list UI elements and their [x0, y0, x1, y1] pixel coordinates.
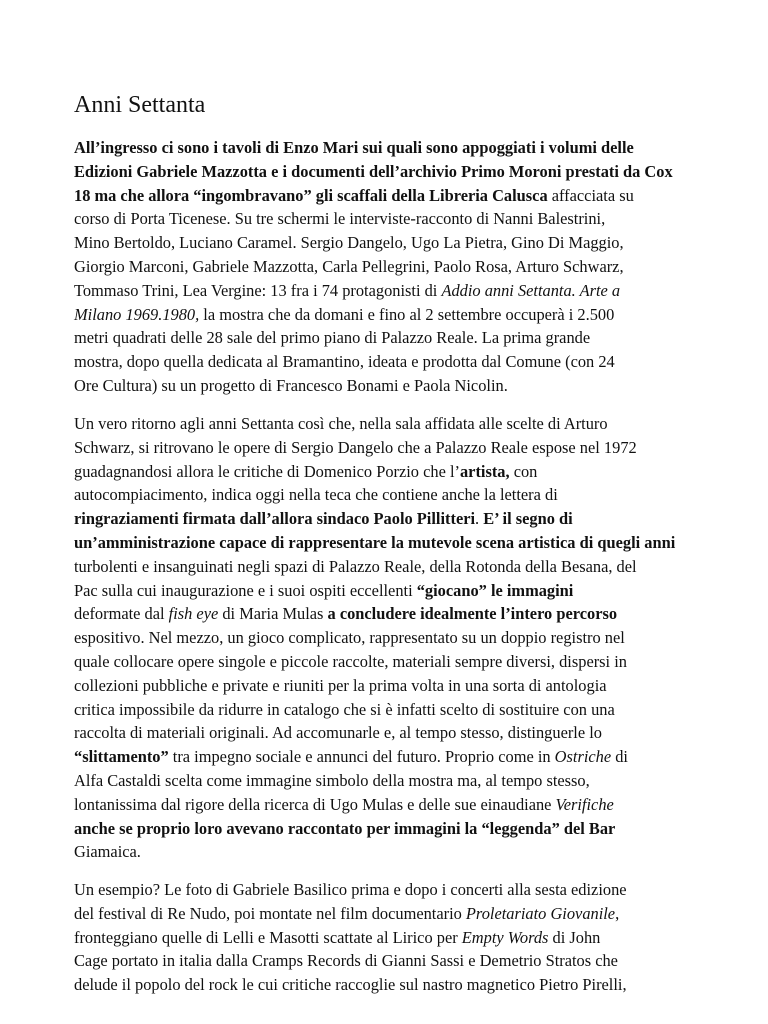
- text-line: [74, 579, 714, 603]
- bold-text-run: “slittamento”: [74, 747, 169, 767]
- text-line: [74, 926, 714, 950]
- text-run: metri quadrati delle 28 sale del primo piano di Palazzo Reale. La prima grande: [74, 328, 591, 348]
- bold-text-run: artista,: [459, 461, 510, 481]
- text-line: [74, 840, 714, 864]
- text-run: collezioni pubbliche e private e riuniti per la prima volta in una sorta di antologia: [74, 675, 607, 695]
- text-line: [74, 279, 714, 303]
- italic-text-run: Verifiche: [555, 794, 614, 814]
- text-line: [74, 745, 714, 769]
- text-line: [74, 231, 714, 255]
- text-run: quale collocare opere singole e piccole raccolte, materiali sempre diversi, dispersi in: [74, 651, 627, 671]
- text-run: Cage portato in italia dalla Cramps Records di Gianni Sassi e Demetrio Stratos che: [74, 951, 618, 971]
- text-run: .: [475, 509, 484, 529]
- text-line: [74, 531, 714, 555]
- text-line: [74, 878, 714, 902]
- text-run: guadagnandosi allora le critiche di Domenico Porzio che l’: [74, 461, 460, 481]
- text-line: [74, 412, 714, 436]
- text-run: raccolta di materiali originali. Ad accomunarle e, al tempo stesso, distinguerle lo: [74, 723, 602, 743]
- text-run: Un vero ritorno agli anni Settanta così che, nella sala affidata alle scelte di Arturo: [74, 414, 608, 433]
- bold-text-run: un’amministrazione capace di rappresentare la mutevole scena artistica di quegli anni: [74, 532, 676, 552]
- text-run: mostra, dopo quella dedicata al Bramantino, ideata e prodotta dal Comune (con 24: [74, 352, 615, 372]
- text-run: espositivo. Nel mezzo, un gioco complicato, rappresentato su un doppio registro nel: [74, 628, 625, 648]
- bold-text-run: Edizioni Gabriele Mazzotta e i documenti dell’archivio Primo Moroni prestati da Cox: [74, 161, 673, 181]
- text-run: Mino Bertoldo, Luciano Caramel. Sergio Dangelo, Ugo La Pietra, Gino Di Maggio,: [74, 233, 624, 253]
- text-run: Pac sulla cui inaugurazione e i suoi ospiti eccellenti: [74, 580, 417, 600]
- text-line: [74, 207, 714, 231]
- bold-text-run: ringraziamenti firmata dall’allora sindaco Paolo Pillitteri: [74, 509, 476, 529]
- text-line: [74, 326, 714, 350]
- text-line: [74, 460, 714, 484]
- text-run: delude il popolo del rock le cui critiche raccoglie sul nastro magnetico Pietro Pirelli,: [74, 975, 627, 995]
- text-run: deformate dal: [74, 604, 169, 624]
- bold-text-run: 18 ma che allora “ingombravano” gli scaffali della Libreria Calusca: [74, 185, 548, 205]
- text-run: di John: [548, 927, 601, 947]
- text-line: [74, 769, 714, 793]
- text-run: con: [509, 461, 538, 481]
- bold-text-run: “giocano” le immagini: [416, 580, 574, 600]
- italic-text-run: Addio anni Settanta. Arte a: [441, 280, 621, 300]
- text-run: turbolenti e insanguinati negli spazi di Palazzo Reale, della Rotonda della Besana, del: [74, 556, 637, 576]
- bold-text-run: E’ il segno di: [483, 509, 573, 529]
- text-line: [74, 350, 714, 374]
- text-line: [74, 817, 714, 841]
- text-run: Giamaica.: [74, 842, 141, 862]
- text-line: [74, 303, 714, 327]
- text-run: di Maria Mulas: [218, 604, 328, 624]
- bold-text-run: anche se proprio loro avevano raccontato per immagini la “leggenda” del Bar: [74, 818, 616, 838]
- text-run: critica impossibile da ridurre in catalogo che si è infatti scelto di sostituire con una: [74, 699, 615, 719]
- text-line: [74, 698, 714, 722]
- text-line: [74, 374, 714, 398]
- text-run: tra impegno sociale e annunci del futuro. Proprio come in: [168, 747, 555, 767]
- text-line: [74, 255, 714, 279]
- text-line: [74, 136, 714, 160]
- italic-text-run: fish eye: [168, 604, 219, 624]
- text-line: [74, 483, 714, 507]
- text-run: Schwarz, si ritrovano le opere di Sergio Dangelo che a Palazzo Reale espose nel 1972: [74, 437, 637, 457]
- text-run: corso di Porta Ticenese. Su tre schermi le interviste-racconto di Nanni Balestrini,: [74, 209, 606, 229]
- text-line: [74, 184, 714, 208]
- paragraph-1: [74, 136, 714, 398]
- text-run: Giorgio Marconi, Gabriele Mazzotta, Carla Pellegrini, Paolo Rosa, Arturo Schwarz,: [74, 256, 624, 276]
- text-line: [74, 949, 714, 973]
- text-line: [74, 160, 714, 184]
- text-line: [74, 793, 714, 817]
- bold-text-run: All’ingresso ci sono i tavoli di Enzo Mari sui quali sono appoggiati i volumi delle: [74, 138, 634, 157]
- text-run: Tommaso Trini, Lea Vergine: 13 fra i 74 protagonisti di: [74, 280, 442, 300]
- text-line: [74, 973, 714, 997]
- text-run: Ore Cultura) su un progetto di Francesco Bonami e Paola Nicolin.: [74, 375, 508, 395]
- text-line: [74, 674, 714, 698]
- text-run: affacciata su: [547, 185, 634, 205]
- text-run: ,: [615, 903, 620, 923]
- text-line: [74, 721, 714, 745]
- text-run: autocompiacimento, indica oggi nella teca che contiene anche la lettera di: [74, 485, 558, 505]
- bold-text-run: a concludere idealmente l’intero percorso: [327, 604, 618, 624]
- italic-text-run: Ostriche: [554, 747, 612, 767]
- text-line: [74, 436, 714, 460]
- text-line: [74, 507, 714, 531]
- italic-text-run: Milano 1969.1980,: [74, 304, 200, 324]
- paragraph-3: [74, 878, 714, 997]
- text-line: [74, 902, 714, 926]
- text-line: [74, 626, 714, 650]
- text-line: [74, 650, 714, 674]
- text-run: fronteggiano quelle di Lelli e Masotti scattate al Lirico per: [74, 927, 462, 947]
- page-title: Anni Settanta: [74, 92, 206, 118]
- paragraph-2: [74, 412, 714, 864]
- text-run: la mostra che da domani e fino al 2 settembre occuperà i 2.500: [199, 304, 615, 324]
- text-run: Un esempio? Le foto di Gabriele Basilico prima e dopo i concerti alla sesta edizione: [74, 880, 627, 899]
- italic-text-run: Proletariato Giovanile: [465, 903, 616, 923]
- text-line: [74, 602, 714, 626]
- text-run: Alfa Castaldi scelta come immagine simbolo della mostra ma, al tempo stesso,: [74, 770, 590, 790]
- italic-text-run: Empty Words: [461, 927, 549, 947]
- text-run: lontanissima dal rigore della ricerca di Ugo Mulas e delle sue einaudiane: [74, 794, 556, 814]
- text-run: del festival di Re Nudo, poi montate nel film documentario: [74, 903, 466, 923]
- text-run: di: [611, 747, 628, 767]
- text-line: [74, 555, 714, 579]
